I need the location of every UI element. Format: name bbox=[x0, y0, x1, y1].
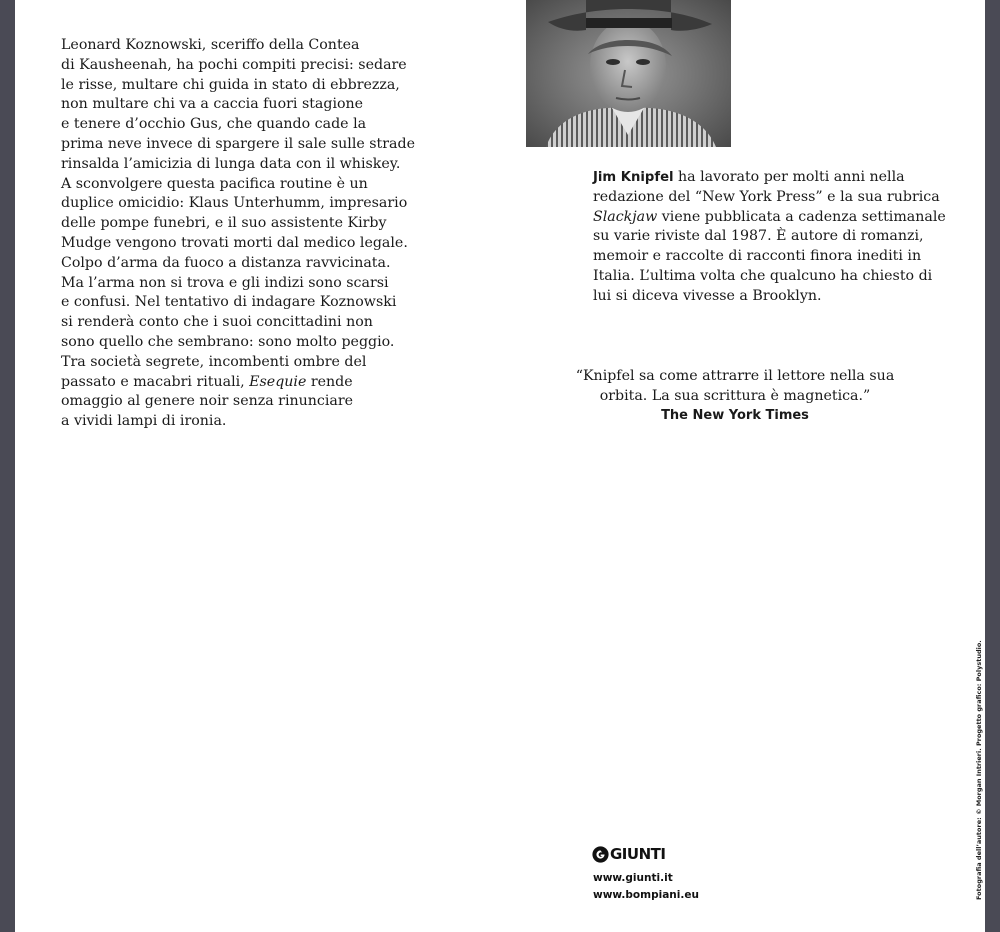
photo-credits: Fotografia dell’autore: © Morgan Intrieri. Progetto grafico: Polystudio. bbox=[975, 640, 983, 900]
quote-text: “Knipfel sa come attrarre il lettore nella sua orbita. La sua scrittura è magnetica.” bbox=[575, 368, 895, 404]
synopsis-line: le risse, multare chi guida in stato di ebbrezza, bbox=[61, 76, 400, 93]
synopsis-line: Tra società segrete, incombenti ombre del bbox=[61, 353, 367, 370]
giunti-logo-icon bbox=[592, 846, 609, 863]
synopsis-line: Mudge vengono trovati morti dal medico legale. bbox=[61, 234, 408, 251]
publisher-name: GIUNTI bbox=[610, 845, 666, 863]
author-bio bbox=[593, 168, 953, 307]
book-title: Esequie bbox=[249, 373, 307, 390]
back-cover-page bbox=[15, 0, 985, 932]
publisher-logo bbox=[592, 843, 665, 865]
synopsis-line: non multare chi va a caccia fuori stagione bbox=[61, 96, 364, 113]
synopsis-line: di Kausheenah, ha pochi compiti precisi: sedare bbox=[61, 56, 407, 73]
website-link[interactable]: www.giunti.it bbox=[593, 872, 673, 884]
synopsis-line: Leonard Koznowski, sceriffo della Contea bbox=[61, 37, 360, 53]
synopsis-line: A sconvolgere questa pacifica routine è un bbox=[61, 175, 368, 192]
press-quote bbox=[575, 366, 895, 426]
synopsis-line: a vividi lampi di ironia. bbox=[61, 413, 227, 430]
synopsis-line: si renderà conto che i suoi concittadini non bbox=[61, 314, 373, 331]
synopsis-line: e tenere d’occhio Gus, che quando cade la bbox=[61, 116, 367, 133]
synopsis-line: delle pompe funebri, e il suo assistente Kirby bbox=[61, 215, 387, 232]
synopsis-line: rinsalda l’amicizia di lunga data con il whiskey. bbox=[61, 155, 401, 172]
synopsis-line: duplice omicidio: Klaus Unterhumm, impresario bbox=[61, 195, 408, 212]
bio-text: viene pubblicata a cadenza settimanale su varie riviste dal 1987. È autore di romanzi, memoir e raccolte di racconti finora inediti in Italia. L’ultima volta che qualcuno ha chiesto di lui si diceva vivesse a Brooklyn. bbox=[593, 208, 946, 304]
synopsis-line: prima neve invece di spargere il sale sulle strade bbox=[61, 135, 415, 152]
quote-source: The New York Times bbox=[661, 408, 809, 423]
synopsis-line: e confusi. Nel tentativo di indagare Koznowski bbox=[61, 294, 397, 311]
column-title: Slackjaw bbox=[593, 208, 658, 225]
publisher-links bbox=[593, 870, 699, 904]
synopsis-line: passato e macabri rituali, bbox=[61, 373, 250, 390]
website-link[interactable]: www.bompiani.eu bbox=[593, 889, 699, 901]
synopsis-line: rende bbox=[306, 373, 353, 390]
bio-text: ha lavorato per molti anni nella redazione del “New York Press” e la sua rubrica bbox=[593, 169, 940, 205]
synopsis-line: omaggio al genere noir senza rinunciare bbox=[61, 393, 354, 410]
synopsis-line: Colpo d’arma da fuoco a distanza ravvicinata. bbox=[61, 254, 391, 271]
synopsis-line: sono quello che sembrano: sono molto peggio. bbox=[61, 333, 395, 350]
synopsis-text bbox=[61, 36, 431, 432]
author-photo bbox=[526, 0, 731, 147]
author-name: Jim Knipfel bbox=[593, 170, 674, 185]
author-portrait-image bbox=[526, 0, 731, 147]
synopsis-line: Ma l’arma non si trova e gli indizi sono scarsi bbox=[61, 274, 389, 291]
